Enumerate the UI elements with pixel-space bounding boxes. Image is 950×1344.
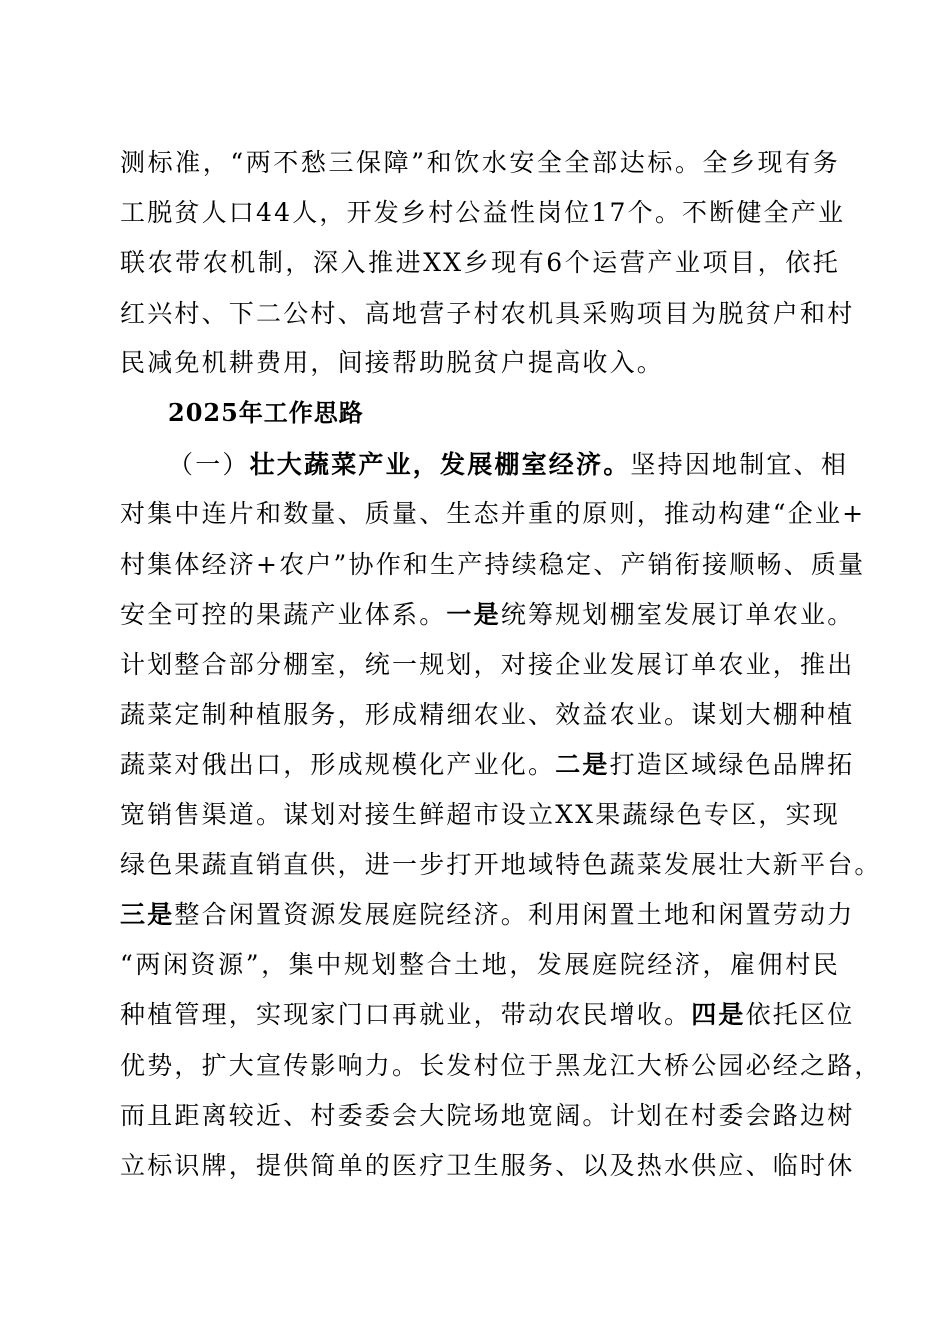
paragraph-line: 联农带农机制，深入推进XX乡现有6个运营产业项目，依托 — [120, 248, 840, 277]
paragraph-line: 对集中连片和数量、质量、生态并重的原则，推动构建“企业+ — [120, 499, 866, 528]
paragraph-text: 统筹规划棚室发展订单农业。 — [500, 600, 855, 629]
section-number: （一） — [168, 450, 250, 479]
emphasis-text: 四是 — [691, 1000, 746, 1029]
section-title: 壮大蔬菜产业，发展棚室经济。 — [249, 450, 631, 479]
paragraph-line: 村集体经济+农户”协作和生产持续稳定、产销衔接顺畅、质量 — [120, 550, 866, 579]
paragraph-line: 蔬菜定制种植服务，形成精细农业、效益农业。谋划大棚种植 — [120, 700, 855, 729]
paragraph-text: 坚持因地制宜、相 — [630, 450, 849, 479]
paragraph-text: 依托区位 — [745, 1000, 855, 1029]
paragraph-line: 立标识牌，提供简单的医疗卫生服务、以及热水供应、临时休 — [120, 1151, 855, 1180]
paragraph-text: 种植管理，实现家门口再就业，带动农民增收。 — [120, 1000, 692, 1029]
paragraph-text: 打造区域绿色品牌拓 — [609, 750, 855, 779]
paragraph-line: 而且距离较近、村委委会大院场地宽阔。计划在村委会路边树 — [120, 1101, 855, 1130]
paragraph-line: 绿色果蔬直销直供，进一步打开地域特色蔬菜发展壮大新平台。 — [120, 850, 882, 879]
paragraph-line: “两闲资源”，集中规划整合土地，发展庭院经济，雇佣村民 — [120, 950, 840, 979]
paragraph-line: 工脱贫人口44人，开发乡村公益性岗位17个。不断健全产业 — [120, 198, 846, 227]
paragraph-text: 整合闲置资源发展庭院经济。利用闲置土地和闲置劳动力 — [174, 900, 855, 929]
section-heading: 2025年工作思路 — [168, 398, 364, 427]
paragraph-line: 红兴村、下二公村、高地营子村农机具采购项目为脱贫户和村 — [120, 299, 855, 328]
emphasis-text: 一是 — [446, 600, 501, 629]
paragraph-line: 优势，扩大宣传影响力。长发村位于黑龙江大桥公园必经之路， — [120, 1051, 882, 1080]
paragraph-line — [120, 748, 855, 782]
paragraph-line: 宽销售渠道。谋划对接生鲜超市设立XX果蔬绿色专区，实现 — [120, 800, 840, 829]
paragraph-line: 民减免机耕费用，间接帮助脱贫户提高收入。 — [120, 348, 665, 377]
paragraph-line — [120, 598, 855, 632]
paragraph-line — [168, 448, 849, 482]
emphasis-text: 二是 — [555, 750, 610, 779]
emphasis-text: 三是 — [120, 900, 175, 929]
paragraph-line: 测标准，“两不愁三保障”和饮水安全全部达标。全乡现有务 — [120, 148, 840, 177]
paragraph-text: 蔬菜对俄出口，形成规模化产业化。 — [120, 750, 556, 779]
paragraph-line: 计划整合部分棚室，统一规划，对接企业发展订单农业，推出 — [120, 650, 855, 679]
paragraph-line — [120, 998, 855, 1032]
paragraph-text: 安全可控的果蔬产业体系。 — [120, 600, 447, 629]
paragraph-line — [120, 898, 855, 932]
